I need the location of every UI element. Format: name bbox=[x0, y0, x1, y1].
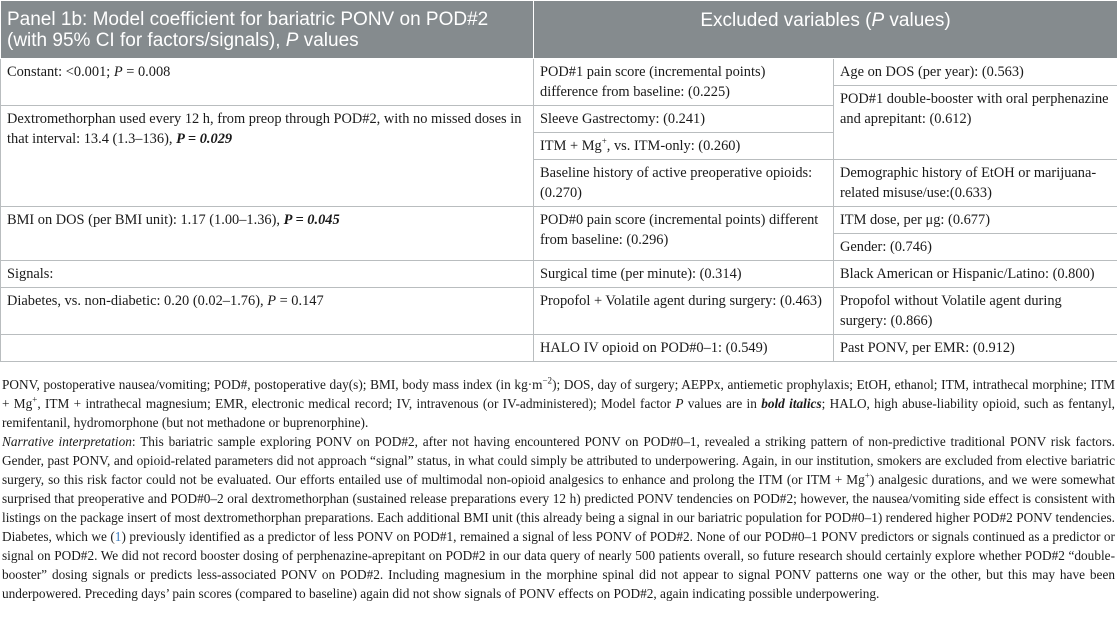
cell-etoh: Demographic history of EtOH or marijuana-related misuse/use:(0.633) bbox=[834, 160, 1117, 207]
cell-propofol-volatile: Propofol + Volatile agent during surgery: (0.463) bbox=[534, 288, 834, 335]
header-model-coefficient: Panel 1b: Model coefficient for bariatric PONV on POD#2 (with 95% CI for factors/signals), P values bbox=[1, 1, 534, 59]
cell-sleeve-gastrectomy: Sleeve Gastrectomy: (0.241) bbox=[534, 106, 834, 133]
narrative-interpretation: Narrative interpretation: This bariatric sample exploring PONV on POD#2, after not having encountered PONV on POD#0–1, revealed a striking pattern of non-predictive traditional PONV risk factors. Gender, past PONV, and opioid-related parameters did not approach “signal” status, in what could simply be attributed to underpowering. Again, in our institution, smokers are excluded from elective bariatric surgery, so this risk factor could not be evaluated. Our efforts entailed use of multimodal non-opioid analgesics to enhance and prolong the ITM (or ITM + Mg+) analgesic durations, and we were somewhat surprised that preoperative and POD#0–2 oral dextromethorphan (sustained release preparations every 12 h) predicted PONV tendencies on POD#2; however, the nausea/vomiting side effect is consistent with listings on the package insert of most dextromethorphan preparations. Each additional BMI unit (this already being a signal in our bariatric population for POD#0–1) rendered higher POD#2 PONV tendencies. Diabetes, which we (1) previously identified as a predictor of less PONV on POD#1, remained a signal of less PONV of POD#2. None of our POD#0–1 PONV predictors or signals continued as a predictor or signal on POD#2. We did not record booster dosing of perphenazine-aprepitant on POD#2 in our data query of nearly 500 patients overall, so future research should certainly explore whether POD#2 “double-booster” dosing signals or predicts less-associated PONV on POD#2. Including magnesium in the morphine spinal did not appear to signal PONV patterns one way or the other, but this may have been underpowered. Preceding days’ pain scores (compared to baseline) again did not show signals of PONV effects on POD#2, again indicating possible underpowering. bbox=[2, 434, 1116, 601]
cell-gender: Gender: (0.746) bbox=[834, 234, 1117, 261]
cell-pod0-pain: POD#0 pain score (incremental points) different from baseline: (0.296) bbox=[534, 207, 834, 261]
cell-bmi: BMI on DOS (per BMI unit): 1.17 (1.00–1.36), P = 0.045 bbox=[1, 207, 534, 261]
cell-preop-opioids: Baseline history of active preoperative opioids: (0.270) bbox=[534, 160, 834, 207]
cell-double-booster: POD#1 double-booster with oral perphenazine and aprepitant: (0.612) bbox=[834, 86, 1117, 160]
cell-itm-dose: ITM dose, per μg: (0.677) bbox=[834, 207, 1117, 234]
cell-surgical-time: Surgical time (per minute): (0.314) bbox=[534, 261, 834, 288]
cell-itm-mg: ITM + Mg+, vs. ITM-only: (0.260) bbox=[534, 133, 834, 160]
cell-pod1-pain: POD#1 pain score (incremental points) difference from baseline: (0.225) bbox=[534, 59, 834, 106]
cell-age: Age on DOS (per year): (0.563) bbox=[834, 59, 1117, 86]
abbreviations-footnote: PONV, postoperative nausea/vomiting; POD#, postoperative day(s); BMI, body mass index (in $kg\cdot m^{-2}$); DOS, day of surgery; AEPPx, antiemetic prophylaxis; EtOH, ethanol; ITM, intrathecal morphine; ITM + Mg+, ITM + intrathecal magnesium; EMR, electronic medical record; IV, intravenous (or IV-administered); Model factor P values are in bold italics; HALO, high abuse-liability opioid, such as fentanyl, remifentanil, hydromorphone (but not methadone or buprenorphine). bbox=[2, 375, 1115, 430]
cell-empty bbox=[1, 335, 534, 362]
reference-link[interactable]: 1 bbox=[114, 529, 122, 544]
cell-diabetes: Diabetes, vs. non-diabetic: 0.20 (0.02–1.76), P = 0.147 bbox=[1, 288, 534, 335]
cell-constant: Constant: <0.001; P = 0.008 bbox=[1, 59, 534, 106]
cell-propofol-no-volatile: Propofol without Volatile agent during surgery: (0.866) bbox=[834, 288, 1117, 335]
cell-halo: HALO IV opioid on POD#0–1: (0.549) bbox=[534, 335, 834, 362]
cell-dextromethorphan: Dextromethorphan used every 12 h, from preop through POD#2, with no missed doses in that interval: 13.4 (1.3–136), P = 0.029 bbox=[1, 106, 534, 207]
table-notes bbox=[0, 375, 1117, 603]
header-excluded-variables: Excluded variables (P values) bbox=[534, 1, 1117, 59]
cell-past-ponv: Past PONV, per EMR: (0.912) bbox=[834, 335, 1117, 362]
cell-signals: Signals: bbox=[1, 261, 534, 288]
cell-black-hispanic: Black American or Hispanic/Latino: (0.800) bbox=[834, 261, 1117, 288]
